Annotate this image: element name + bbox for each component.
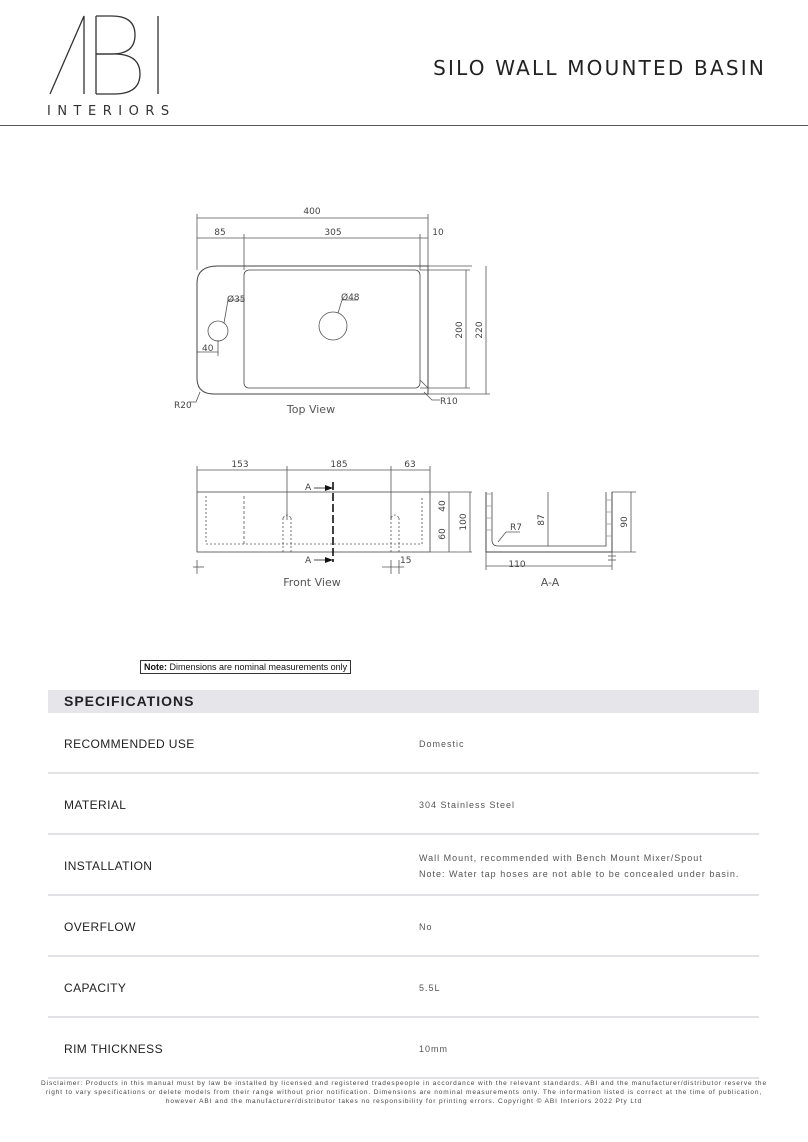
section-marker-bottom: A (305, 556, 312, 566)
spec-label: RECOMMENDED USE (64, 736, 195, 751)
dim-overall-width: 400 (303, 207, 321, 217)
section-marker-top: A (305, 483, 312, 493)
disclaimer-text: Disclaimer: Products in this manual must by law be installed by licensed and registered tradespeople in accordance with the relevant standards. ABI and the manufacturer/distributor reserve the right to vary specifications or delete models from their range without prior notification. Dimensions are nominal measurements only. The information listed is correct at the time of publication, however ABI and the manufacturer/distributor takes no responsibility for printing errors. Copyright © ABI Interiors 2022 Pty Ltd (41, 1080, 767, 1105)
dim-section-overall: 90 (620, 516, 630, 528)
caption-section-view: A-A (540, 576, 560, 589)
note-text: Dimensions are nominal measurements only (169, 662, 348, 672)
dim-section-width: 110 (508, 560, 526, 570)
dim-section-radius: R7 (510, 523, 522, 533)
dimension-note (140, 660, 351, 674)
dim-inner-radius: R10 (440, 397, 458, 407)
specifications-header (48, 690, 759, 713)
top-view (190, 214, 490, 402)
front-view (193, 466, 472, 574)
spec-value (419, 713, 465, 774)
spec-value (419, 1018, 448, 1079)
dim-section-depth: 87 (537, 514, 547, 526)
dim-front-bottom: 60 (438, 528, 448, 540)
spec-value-text: Domestic (419, 738, 465, 749)
spec-value (419, 835, 739, 896)
dim-overall-depth: 220 (475, 321, 485, 339)
section-view (486, 492, 636, 570)
spec-value-text: No (419, 921, 433, 932)
dim-front-top: 40 (438, 500, 448, 512)
dim-left-offset: 85 (214, 228, 226, 238)
dim-front-middle: 185 (330, 460, 348, 470)
technical-drawing (0, 190, 808, 610)
caption-front-view: Front View (283, 576, 341, 589)
dim-outer-radius: R20 (174, 401, 192, 411)
spec-row-recommended-use (48, 713, 759, 774)
dim-waste-hole: Ø48 (341, 293, 360, 303)
spec-value-text: Wall Mount, recommended with Bench Mount Mixer/Spout (419, 852, 703, 863)
spec-row-rim-thickness (48, 1018, 759, 1079)
spec-row-material (48, 774, 759, 835)
spec-value-note: Note: Water tap hoses are not able to be concealed under basin. (419, 868, 740, 879)
spec-label: OVERFLOW (64, 919, 136, 934)
spec-value (419, 957, 441, 1018)
dim-front-left: 153 (231, 460, 249, 470)
spec-value (419, 774, 515, 835)
note-label: Note: (144, 662, 167, 672)
spec-value (419, 896, 433, 957)
spec-value-text: 304 Stainless Steel (419, 799, 516, 810)
dim-bowl-width: 305 (324, 228, 342, 238)
spec-row-overflow (48, 896, 759, 957)
spec-value-text: 5.5L (419, 982, 441, 993)
dim-front-rim: 15 (400, 556, 412, 566)
caption-top-view: Top View (286, 403, 336, 416)
spec-label: RIM THICKNESS (64, 1041, 163, 1056)
dim-tap-offset: 40 (202, 344, 214, 354)
header-divider (0, 125, 808, 126)
page-title: SILO WALL MOUNTED BASIN (433, 56, 766, 80)
dim-front-right: 63 (404, 460, 416, 470)
spec-row-installation (48, 835, 759, 896)
spec-row-capacity (48, 957, 759, 1018)
spec-label: INSTALLATION (64, 858, 153, 873)
dim-tap-hole: Ø35 (227, 295, 246, 305)
dim-front-height: 100 (459, 513, 469, 531)
dim-bowl-depth: 200 (455, 321, 465, 339)
spec-label: MATERIAL (64, 797, 127, 812)
drawing-canvas (0, 190, 808, 610)
spec-value-text: 10mm (419, 1043, 449, 1054)
dim-right-rim: 10 (432, 228, 444, 238)
spec-label: CAPACITY (64, 980, 127, 995)
specifications-title: SPECIFICATIONS (64, 693, 195, 709)
logo-subtitle: INTERIORS (47, 104, 176, 119)
